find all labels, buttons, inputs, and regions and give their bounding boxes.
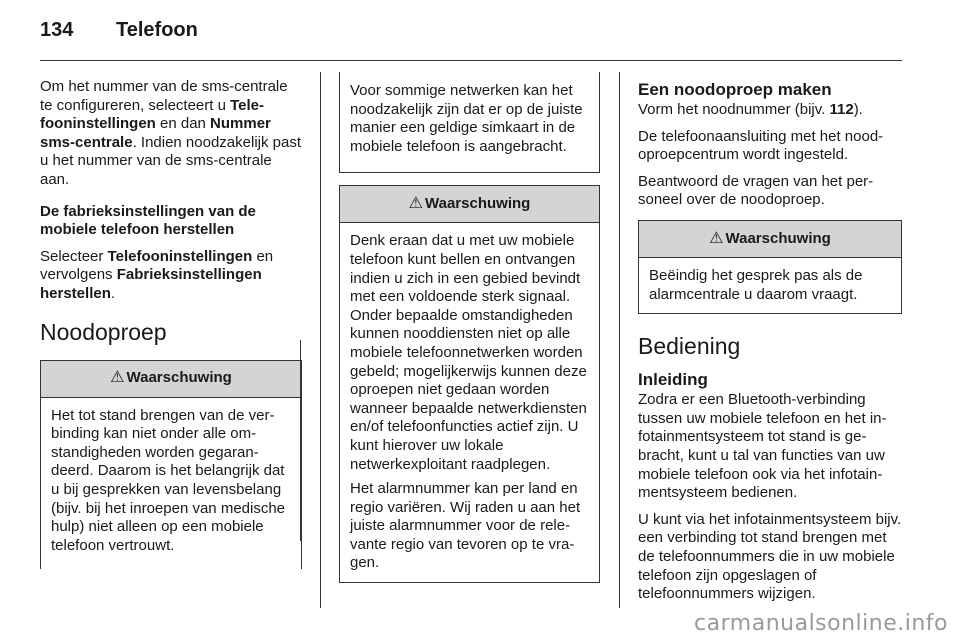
heading-noodoproep-maken: Een noodoproep maken [638, 80, 832, 99]
warning-box-3 [638, 220, 902, 314]
column-divider-2 [619, 72, 620, 608]
note-box-simkaart: Voor sommige netwerken kan het noodzakelijk zijn dat er op de juiste manier een geldige simkaart in de mobiele telefoon is aangebracht. [339, 72, 600, 173]
paragraph-factory-reset: Selecteer Telefooninstellingen en vervolgens Fabrieksinstellingen herstellen. [40, 247, 274, 302]
heading-noodoproep: Noodoproep [40, 318, 167, 345]
header-divider [40, 60, 902, 61]
page-number: 134 [40, 19, 74, 41]
column-3 [638, 80, 902, 612]
subheading-factory-reset: De fabrieksinstellingen van de mobiele telefoon herstellen [40, 202, 256, 239]
warning-triangle-icon: ⚠ [709, 229, 724, 247]
section-title: Telefoon [116, 19, 198, 41]
column-2 [339, 72, 600, 595]
warning-body: Het tot stand brengen van de verbinding kan niet onder alle omstandigheden worden gegarandeerd. Daarom is het belangrijk dat u bij gesprekken van levensbelang (bijv. bij het inroepen van medische hulp) niet alleen op een mobiele telefoon vertrouwt. [51, 406, 286, 554]
paragraph-bluetooth: Zodra er een Bluetooth-verbinding tussen uw mobiele telefoon en het infotainmentsysteem tot stand is gebracht, kunt u tal van functies van uw mobiele telefoon ook via het infotainmentsysteem bedienen. [638, 391, 887, 502]
warning-header: ⚠ Waarschuwing [639, 221, 901, 258]
warning-header: ⚠ Waarschuwing [41, 361, 301, 398]
heading-bediening: Bediening [638, 333, 741, 360]
watermark: carmanualsonline.info [694, 611, 948, 636]
paragraph-infotainment: U kunt via het infotainmentsysteem bijv. een verbinding tot stand brengen met de telefoonnummers die in uw mobiele telefoon zijn opgeslagen of telefoonnummers wijzigen. [638, 510, 902, 603]
paragraph-beantwoord: Beantwoord de vragen van het personeel over de noodoproep. [638, 172, 874, 209]
paragraph-noodnummer: Vorm het noodnummer (bijv. 112). [638, 101, 863, 118]
warning-header: ⚠ Waarschuwing [340, 186, 599, 223]
column-1 [40, 78, 302, 581]
warning-body: Denk eraan dat u met uw mobiele telefoon kunt bellen en ontvangen indien u zich in een gebied bevindt met een voldoende sterk signaal. Onder bepaalde omstandigheden kunnen nooddiensten niet op alle mobiele telefoonnetwerken worden gebeld; mogelijkerwijs kunnen deze oproepen niet gedaan worden wanneer bepaalde netwerkdiensten en/of telefoonfuncties actief zijn. U kunt hierover uw lokale netwerkexploitant raadplegen. Het alarmnummer kan per land en regio variëren. Wij raden u aan het juiste alarmnummer voor de relevante regio van tevoren op te vragen. [350, 232, 587, 572]
warning-triangle-icon: ⚠ [408, 195, 424, 213]
paragraph-aansluiting: De telefoonaansluiting met het noodoproepcentrum wordt ingesteld. [638, 127, 884, 164]
warning-body: Beëindig het gesprek pas als de alarmcentrale u daarom vraagt. [649, 266, 863, 303]
warning-triangle-icon: ⚠ [110, 369, 125, 387]
warning-box-1 [40, 360, 302, 570]
heading-inleiding: Inleiding [638, 370, 708, 390]
warning-box-2 [339, 185, 600, 583]
paragraph-sms-centrale: Om het nummer van de sms-centrale te configureren, selecteert u Telefooninstellingen en dan Nummer sms-centrale. Indien noodzakelijk past u het nummer van de sms-centrale aan. [40, 78, 302, 188]
warning-box-1-right-edge [300, 340, 301, 541]
column-divider-1 [320, 72, 321, 608]
